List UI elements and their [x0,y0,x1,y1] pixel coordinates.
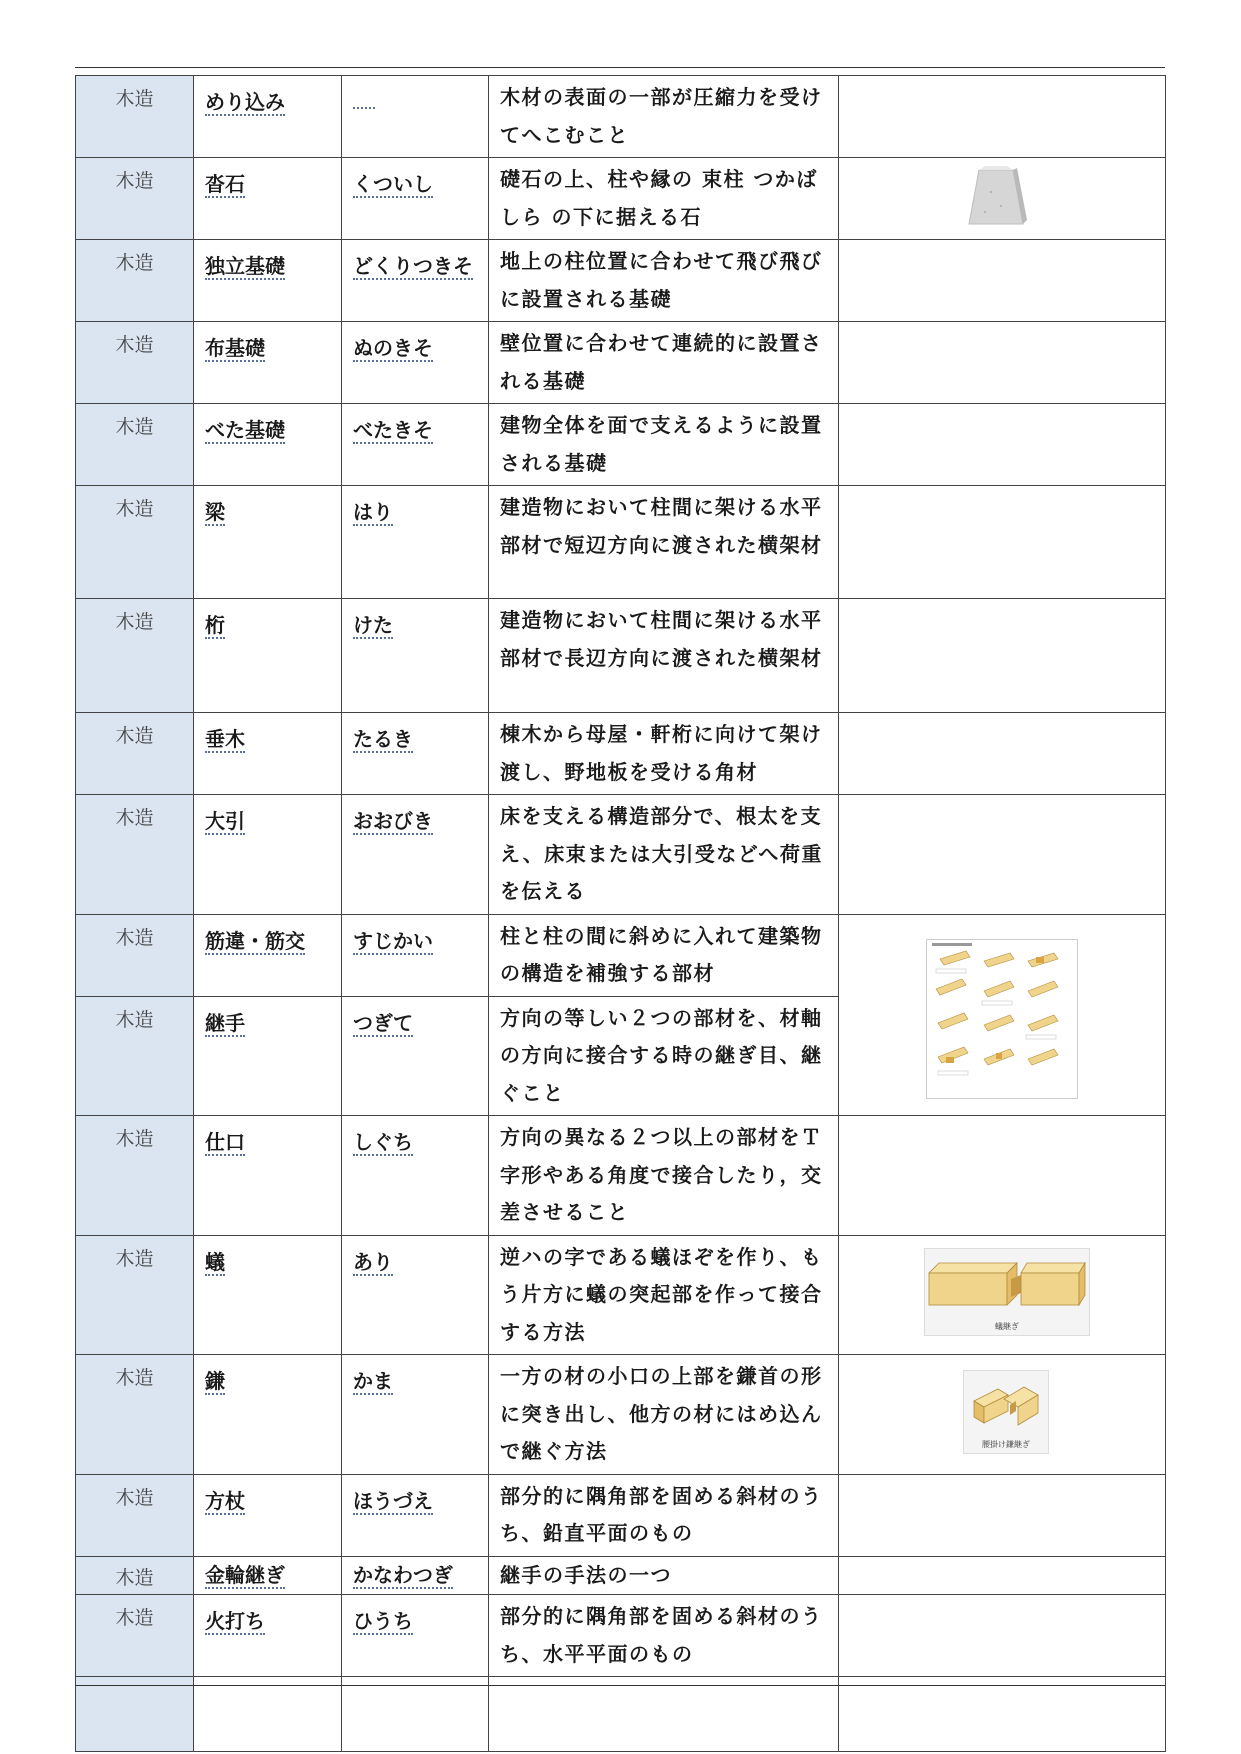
category-cell: 木造 [76,240,194,322]
reading-link[interactable]: おおびき [353,809,433,833]
bottom-rule [75,1685,1165,1686]
table-row [76,713,1166,795]
reading-cell [342,322,489,404]
term-cell [194,76,342,158]
reading-cell [342,1116,489,1236]
dovetail-caption: 蟻継ぎ [995,1321,1019,1331]
reading-link[interactable] [353,85,375,109]
term-cell [194,1355,342,1475]
image-cell [839,1235,1166,1355]
reading-cell [342,1474,489,1556]
reading-link[interactable]: はり [353,500,393,524]
reading-link[interactable]: つぎて [353,1010,413,1035]
term-cell [194,914,342,996]
reading-link[interactable]: あり [353,1249,393,1274]
reading-cell [342,1677,489,1752]
term-link[interactable]: 垂木 [205,727,245,751]
term-cell [194,322,342,404]
image-cell [839,1116,1166,1236]
table-row [76,322,1166,404]
image-cell [839,1677,1166,1752]
term-cell [194,996,342,1116]
dovetail-joint-image [924,1248,1090,1336]
table-row [76,158,1166,240]
table-row [76,599,1166,713]
table-row [76,1474,1166,1556]
description-cell: 地上の柱位置に合わせて飛び飛びに設置される基礎 [489,240,839,322]
image-cell [839,486,1166,599]
reading-cell [342,914,489,996]
term-cell [194,1556,342,1595]
term-link[interactable]: 筋違・筋交 [205,928,305,953]
table-row [76,1355,1166,1475]
image-cell [839,1595,1166,1677]
term-cell [194,1235,342,1355]
category-cell: 木造 [76,795,194,915]
reading-cell [342,713,489,795]
term-link[interactable]: めり込み [205,90,285,114]
image-cell [839,158,1166,240]
image-cell [839,76,1166,158]
reading-cell [342,1556,489,1595]
reading-link[interactable]: くついし [353,172,433,196]
term-cell [194,1474,342,1556]
reading-link[interactable]: べたきそ [353,418,433,442]
reading-cell [342,996,489,1116]
image-cell [839,795,1166,915]
category-cell: 木造 [76,76,194,158]
term-cell [194,240,342,322]
category-cell: 木造 [76,1235,194,1355]
image-cell [839,599,1166,713]
category-cell: 木造 [76,1474,194,1556]
reading-link[interactable]: どくりつきそ [353,254,473,278]
description-cell: 部分的に隅角部を固める斜材のうち、水平平面のもの [489,1595,839,1677]
glossary-table [75,75,1166,1752]
category-cell: 木造 [76,1355,194,1475]
term-cell [194,1116,342,1236]
image-cell [839,404,1166,486]
gooseneck-joint-icon [964,1371,1048,1439]
category-cell: 木造 [76,1116,194,1236]
wood-joints-chart-image [926,939,1078,1099]
reading-cell [342,1235,489,1355]
category-cell: 木造 [76,1595,194,1677]
description-cell: 方向の異なる２つ以上の部材をＴ字形やある角度で接合したり，交差させること [489,1116,839,1236]
term-link[interactable]: 火打ち [205,1609,265,1633]
image-cell [839,1474,1166,1556]
term-link[interactable]: 桁 [205,613,225,637]
reading-cell [342,795,489,915]
reading-link[interactable]: かま [353,1369,393,1393]
reading-link[interactable]: ぬのきそ [353,336,433,360]
table-row [76,1235,1166,1355]
description-cell: 逆ハの字である蟻ほぞを作り、もう片方に蟻の突起部を作って接合する方法 [489,1235,839,1355]
table-row [76,1595,1166,1677]
term-link[interactable]: べた基礎 [205,418,285,442]
foundation-stone-icon [961,162,1031,232]
table-row [76,240,1166,322]
term-cell [194,795,342,915]
reading-link[interactable]: けた [353,613,393,637]
term-cell [194,599,342,713]
image-cell [839,1355,1166,1475]
term-cell [194,1677,342,1752]
image-cell [839,322,1166,404]
table-row [76,795,1166,915]
image-cell [839,914,1166,1116]
description-cell: 建造物において柱間に架ける水平部材で長辺方向に渡された横架材 [489,599,839,713]
description-cell: 壁位置に合わせて連続的に設置される基礎 [489,322,839,404]
description-cell: 建物全体を面で支えるように設置される基礎 [489,404,839,486]
term-link[interactable]: 沓石 [205,172,245,196]
gooseneck-caption: 腰掛け鎌継ぎ [982,1440,1030,1449]
reading-cell [342,1595,489,1677]
term-link[interactable]: 大引 [205,809,245,833]
table-row [76,486,1166,599]
category-cell: 木造 [76,914,194,996]
image-cell [839,713,1166,795]
reading-cell [342,1355,489,1475]
term-cell [194,404,342,486]
description-cell: 礎石の上、柱や縁の 束柱 つかばしら の下に据える石 [489,158,839,240]
reading-link[interactable]: かなわつぎ [353,1562,453,1587]
table-row [76,1556,1166,1595]
reading-cell [342,158,489,240]
reading-link[interactable]: ひうち [353,1609,413,1633]
reading-cell [342,76,489,158]
term-cell [194,713,342,795]
category-cell: 木造 [76,599,194,713]
term-link[interactable]: 継手 [205,1010,245,1035]
reading-cell [342,240,489,322]
gooseneck-joint-image [963,1370,1049,1454]
term-link[interactable]: 梁 [205,500,225,524]
term-link[interactable]: 金輪継ぎ [205,1562,285,1587]
reading-link[interactable]: しぐち [353,1130,413,1154]
category-cell: 木造 [76,404,194,486]
term-link[interactable]: 蟻 [205,1249,225,1274]
category-cell: 木造 [76,996,194,1116]
reading-cell [342,599,489,713]
table-row [76,914,1166,996]
dovetail-joint-icon [925,1249,1089,1319]
term-cell [194,1595,342,1677]
category-cell: 木造 [76,486,194,599]
term-link[interactable]: 鎌 [205,1369,225,1393]
description-cell: 床を支える構造部分で、根太を支え、床束または大引受などへ荷重を伝える [489,795,839,915]
image-cell [839,1556,1166,1595]
category-cell: 木造 [76,322,194,404]
table-row [76,76,1166,158]
description-cell: 方向の等しい２つの部材を、材軸の方向に接合する時の継ぎ目、継ぐこと [489,996,839,1116]
category-cell: 木造 [76,713,194,795]
reading-link[interactable]: すじかい [353,928,433,953]
description-cell: 継手の手法の一つ [489,1556,839,1595]
description-cell: 部分的に隅角部を固める斜材のうち、鉛直平面のもの [489,1474,839,1556]
description-cell: 柱と柱の間に斜めに入れて建築物の構造を補強する部材 [489,914,839,996]
table-row [76,1116,1166,1236]
description-cell: 建造物において柱間に架ける水平部材で短辺方向に渡された横架材 [489,486,839,599]
term-link[interactable]: 独立基礎 [205,254,285,278]
image-cell [839,240,1166,322]
description-cell [489,1677,839,1752]
reading-cell [342,404,489,486]
term-link[interactable]: 方杖 [205,1488,245,1513]
description-cell: 一方の材の小口の上部を鎌首の形に突き出し、他方の材にはめ込んで継ぐ方法 [489,1355,839,1475]
description-cell: 棟木から母屋・軒桁に向けて架け渡し、野地板を受ける角材 [489,713,839,795]
category-cell: 木造 [76,1556,194,1595]
reading-link[interactable]: ほうづえ [353,1488,433,1513]
description-cell: 木材の表面の一部が圧縮力を受けてへこむこと [489,76,839,158]
reading-cell [342,486,489,599]
reading-link[interactable]: たるき [353,727,413,751]
term-cell [194,486,342,599]
term-link[interactable]: 布基礎 [205,336,265,360]
category-cell [76,1677,194,1752]
category-cell: 木造 [76,158,194,240]
table-row [76,1677,1166,1752]
table-row [76,404,1166,486]
top-rule [75,67,1165,68]
term-cell [194,158,342,240]
term-link[interactable]: 仕口 [205,1130,245,1154]
